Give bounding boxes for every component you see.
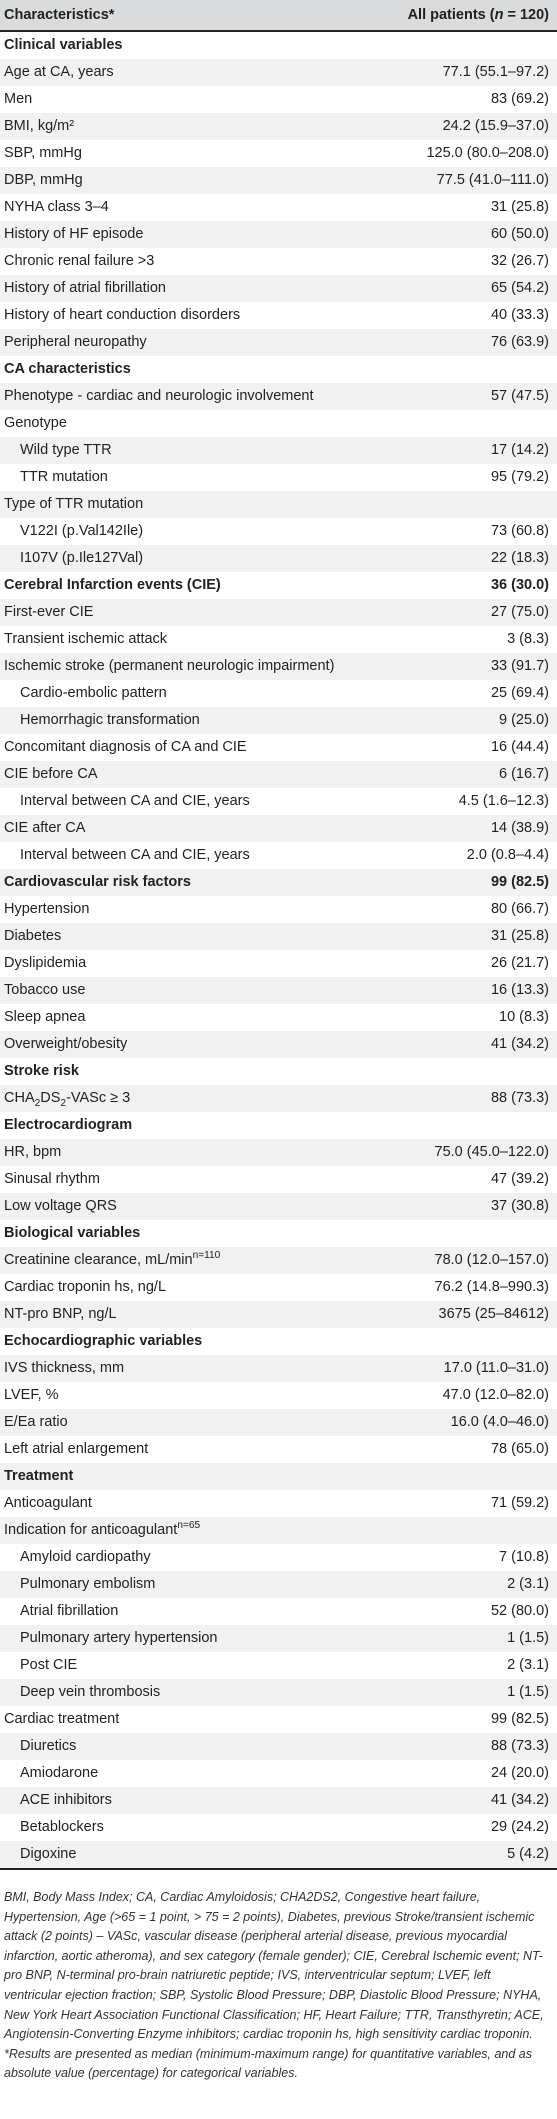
row-label-text: Genotype — [4, 415, 67, 431]
row-label — [0, 248, 385, 275]
table-row — [0, 545, 557, 572]
row-label-text: Ischemic stroke (permanent neurologic impairment) — [4, 658, 335, 674]
table-row — [0, 1139, 557, 1166]
row-label — [0, 1085, 385, 1112]
table-row — [0, 680, 557, 707]
row-value: 80 (66.7) — [490, 901, 549, 917]
row-value: 65 (54.2) — [385, 275, 557, 302]
row-label-text: Age at CA, years — [4, 64, 114, 80]
row-label-text: Dyslipidemia — [4, 955, 87, 971]
table-row — [0, 1301, 557, 1328]
row-label-text: Diuretics — [20, 1738, 77, 1754]
table-section-row — [0, 1058, 557, 1085]
row-label-text: History of atrial fibrillation — [4, 280, 166, 296]
table-row — [0, 923, 557, 950]
row-value: 4.5 (1.6–12.3) — [458, 793, 549, 809]
chads-vasc-part: CHA — [4, 1090, 35, 1106]
row-label — [0, 437, 385, 464]
row-value: 2.0 (0.8–4.4) — [466, 847, 549, 863]
row-value: 9 (25.0) — [385, 707, 557, 734]
table-row — [0, 167, 557, 194]
row-label — [0, 410, 385, 437]
row-label — [0, 1139, 385, 1166]
row-label-text: Deep vein thrombosis — [20, 1684, 161, 1700]
row-label — [0, 1409, 385, 1436]
row-label — [0, 302, 385, 329]
row-label-text: E/Ea ratio — [4, 1414, 68, 1430]
table-row — [0, 1787, 557, 1814]
row-label-text: Digoxine — [20, 1846, 77, 1862]
table-row — [0, 464, 557, 491]
chads-vasc-part: -VASc ≥ 3 — [66, 1090, 131, 1106]
row-label-text: Treatment — [4, 1468, 74, 1484]
row-value: 16.0 (4.0–46.0) — [385, 1409, 557, 1436]
row-label-superscript: n=65 — [177, 1520, 201, 1532]
row-label-text: Low voltage QRS — [4, 1198, 117, 1214]
row-label-text: Electrocardiogram — [4, 1117, 133, 1133]
row-value: 1 (1.5) — [385, 1625, 557, 1652]
row-value: 24 (20.0) — [490, 1765, 549, 1781]
table-section-row — [0, 31, 557, 59]
row-label — [0, 194, 385, 221]
section-label — [0, 1112, 385, 1139]
row-label — [0, 491, 385, 518]
row-label — [0, 761, 385, 788]
row-label-text: CIE after CA — [4, 820, 86, 836]
row-label — [0, 626, 385, 653]
row-label-text: V122I (p.Val142Ile) — [20, 523, 144, 539]
row-label — [0, 599, 385, 626]
row-label — [0, 86, 385, 113]
row-label-text: Betablockers — [20, 1819, 104, 1835]
row-label-text: CIE before CA — [4, 766, 98, 782]
row-label-text: Phenotype - cardiac and neurologic involvement — [4, 388, 314, 404]
row-label — [0, 140, 385, 167]
row-label — [0, 1247, 385, 1274]
row-label-text: CA characteristics — [4, 361, 131, 377]
table-row — [0, 1274, 557, 1301]
table-row — [0, 194, 557, 221]
table-footnote: BMI, Body Mass Index; CA, Cardiac Amyloidosis; CHA2DS2, Congestive heart failure, Hypertension, Age (>65 = 1 point, > 75 = 2 points), Diabetes, previous Stroke/transient ischemic attack (2 points) – VASc, vascular disease (peripheral arterial disease, previous myocardial infarction, aortic atheroma), and sex category (female gender); CIE, Cerebral Ischemic event; NT-pro BNP, N-terminal pro-brain natriuretic peptide; IVS, interventricular septum; LVEF, left ventricular ejection fraction; SBP, Systolic Blood Pressure; DBP, Diastolic Blood Pressure; NYHA, New York Heart Association Functional Classification; HF, Heart Failure; TTR, Transthyretin; ACE, Angiotensin-Converting Enzyme inhibitors; cardiac troponin hs, high sensitivity cardiac troponin. *Results are presented as median (minimum-maximum range) for quantitative variables, and as absolute value (percentage) for categorical variables. — [4, 1890, 544, 2081]
table-row — [0, 1706, 557, 1733]
row-value: 76.2 (14.8–990.3) — [434, 1279, 549, 1295]
row-label — [0, 167, 385, 194]
row-value — [385, 1112, 557, 1139]
table-section-row — [0, 1328, 557, 1355]
row-label — [0, 923, 385, 950]
row-value: 77.1 (55.1–97.2) — [385, 59, 557, 86]
table-row — [0, 761, 557, 788]
row-value: 57 (47.5) — [385, 383, 557, 410]
row-value: 16 (44.4) — [490, 739, 549, 755]
row-label — [0, 1355, 385, 1382]
row-label-text: Stroke risk — [4, 1063, 79, 1079]
row-value: 31 (25.8) — [490, 199, 549, 215]
table-row — [0, 248, 557, 275]
section-label — [0, 869, 385, 896]
row-label-text: Cardiac treatment — [4, 1711, 120, 1727]
row-label — [0, 1274, 385, 1301]
row-label — [0, 1517, 385, 1544]
table-section-row — [0, 1220, 557, 1247]
row-label — [0, 59, 385, 86]
table-row — [0, 1193, 557, 1220]
row-value — [385, 1463, 557, 1490]
row-label — [0, 1436, 385, 1463]
section-label — [0, 1463, 385, 1490]
table-row — [0, 221, 557, 248]
row-label-text: Cardiovascular risk factors — [4, 874, 191, 890]
row-label — [0, 1031, 385, 1058]
row-label — [0, 221, 385, 248]
row-value: 26 (21.7) — [490, 955, 549, 971]
row-value: 71 (59.2) — [490, 1495, 549, 1511]
table-section-row — [0, 1463, 557, 1490]
row-value: 24.2 (15.9–37.0) — [385, 113, 557, 140]
section-label — [0, 1058, 385, 1085]
table-row — [0, 113, 557, 140]
row-value — [385, 1220, 557, 1247]
table-row — [0, 302, 557, 329]
row-value: 75.0 (45.0–122.0) — [385, 1139, 557, 1166]
row-value: 95 (79.2) — [490, 469, 549, 485]
row-label-text: Indication for anticoagulant — [4, 1522, 178, 1538]
row-value: 36 (30.0) — [490, 577, 549, 593]
table-section-row — [0, 572, 557, 599]
table-row — [0, 329, 557, 356]
row-value: 76 (63.9) — [385, 329, 557, 356]
row-label — [0, 1004, 385, 1031]
table-row — [0, 950, 557, 977]
row-value — [385, 491, 557, 518]
table-row — [0, 1517, 557, 1544]
table-row — [0, 1598, 557, 1625]
table-row — [0, 140, 557, 167]
row-label-text: Hypertension — [4, 901, 90, 917]
row-label-text: Cardiac troponin hs, ng/L — [4, 1279, 167, 1295]
table-row — [0, 815, 557, 842]
row-value: 16 (13.3) — [385, 977, 557, 1004]
row-label — [0, 518, 385, 545]
row-value: 17 (14.2) — [385, 437, 557, 464]
row-label-text: Diabetes — [4, 928, 62, 944]
row-value — [385, 410, 557, 437]
row-label-text: Sleep apnea — [4, 1009, 86, 1025]
row-value: 27 (75.0) — [385, 599, 557, 626]
row-label-text: Interval between CA and CIE, years — [20, 793, 250, 809]
row-label-text: IVS thickness, mm — [4, 1360, 125, 1376]
chads-vasc-part: 2 — [60, 1097, 67, 1109]
row-label — [0, 815, 385, 842]
chads-vasc-part: DS — [40, 1090, 61, 1106]
table-row — [0, 59, 557, 86]
row-label — [0, 329, 385, 356]
row-label — [0, 653, 385, 680]
row-value: 88 (73.3) — [385, 1733, 557, 1760]
table-row — [0, 1625, 557, 1652]
row-value: 41 (34.2) — [385, 1787, 557, 1814]
row-value: 5 (4.2) — [385, 1841, 557, 1869]
row-value: 99 (82.5) — [385, 869, 557, 896]
row-label — [0, 1571, 385, 1598]
table-row — [0, 842, 557, 869]
row-value: 73 (60.8) — [490, 523, 549, 539]
table-section-row — [0, 1112, 557, 1139]
row-label-text: Cerebral Infarction events (CIE) — [4, 577, 221, 593]
row-value: 77.5 (41.0–111.0) — [385, 167, 557, 194]
table-row — [0, 1733, 557, 1760]
row-value: 88 (73.3) — [385, 1085, 557, 1112]
table-row — [0, 896, 557, 923]
row-value: 31 (25.8) — [385, 923, 557, 950]
row-label-text: BMI, kg/m² — [4, 118, 75, 134]
row-label-text: NT-pro BNP, ng/L — [4, 1306, 117, 1322]
row-value: 14 (38.9) — [385, 815, 557, 842]
row-label — [0, 1598, 385, 1625]
table-row — [0, 518, 557, 545]
row-label-text: ACE inhibitors — [20, 1792, 112, 1808]
row-value: 3 (8.3) — [507, 631, 549, 647]
row-value: 47 (39.2) — [490, 1171, 549, 1187]
row-label-text: Type of TTR mutation — [4, 496, 144, 512]
row-label-text: NYHA class 3–4 — [4, 199, 109, 215]
row-label-text: SBP, mmHg — [4, 145, 82, 161]
table-body — [0, 31, 557, 1869]
row-label-text: LVEF, % — [4, 1387, 59, 1403]
table-row — [0, 1085, 557, 1112]
table-row — [0, 599, 557, 626]
row-label — [0, 896, 385, 923]
row-value: 1 (1.5) — [385, 1679, 557, 1706]
row-value: 41 (34.2) — [385, 1031, 557, 1058]
row-label-text: Concomitant diagnosis of CA and CIE — [4, 739, 247, 755]
row-label-text: Hemorrhagic transformation — [20, 712, 200, 728]
row-label — [0, 734, 385, 761]
row-label — [0, 1625, 385, 1652]
table-section-row — [0, 869, 557, 896]
table-row — [0, 653, 557, 680]
row-label — [0, 545, 385, 572]
row-value: 32 (26.7) — [490, 253, 549, 269]
row-label-text: Left atrial enlargement — [4, 1441, 149, 1457]
row-label — [0, 1760, 385, 1787]
row-label-text: TTR mutation — [20, 469, 108, 485]
row-label-text: Sinusal rhythm — [4, 1171, 100, 1187]
table-row — [0, 1004, 557, 1031]
row-label — [0, 1544, 385, 1571]
table-row — [0, 1355, 557, 1382]
row-label — [0, 383, 385, 410]
section-label — [0, 1220, 385, 1247]
table-row — [0, 1247, 557, 1274]
section-label — [0, 1328, 385, 1355]
row-value: 78 (65.0) — [490, 1441, 549, 1457]
table-row — [0, 437, 557, 464]
row-value: 47.0 (12.0–82.0) — [442, 1387, 549, 1403]
header-all-patients-suffix: = 120) — [503, 7, 549, 23]
row-value: 7 (10.8) — [499, 1549, 549, 1565]
table-row — [0, 788, 557, 815]
table-row — [0, 1679, 557, 1706]
row-label-text: Amiodarone — [20, 1765, 99, 1781]
row-label — [0, 1382, 385, 1409]
row-label-text: DBP, mmHg — [4, 172, 83, 188]
table-row — [0, 1814, 557, 1841]
row-label-text: I107V (p.Ile127Val) — [20, 550, 144, 566]
row-value: 33 (91.7) — [385, 653, 557, 680]
row-label — [0, 950, 385, 977]
table-row — [0, 1031, 557, 1058]
row-label — [0, 707, 385, 734]
row-label — [0, 680, 385, 707]
chads-vasc-part: 2 — [34, 1097, 41, 1109]
row-label-text: Biological variables — [4, 1225, 141, 1241]
row-value: 2 (3.1) — [507, 1657, 549, 1673]
row-label-text: Pulmonary embolism — [20, 1576, 156, 1592]
row-label — [0, 1166, 385, 1193]
table-row — [0, 1760, 557, 1787]
row-label-text: Atrial fibrillation — [20, 1603, 119, 1619]
row-label — [0, 1652, 385, 1679]
table-row — [0, 977, 557, 1004]
row-label-text: Cardio-embolic pattern — [20, 685, 167, 701]
table-row — [0, 1571, 557, 1598]
table-row — [0, 1652, 557, 1679]
row-label — [0, 842, 385, 869]
row-label-text: Transient ischemic attack — [4, 631, 168, 647]
row-value: 40 (33.3) — [490, 307, 549, 323]
table-section-row — [0, 356, 557, 383]
row-label-text: History of heart conduction disorders — [4, 307, 241, 323]
row-label — [0, 1679, 385, 1706]
row-value: 10 (8.3) — [499, 1009, 549, 1025]
table-row — [0, 626, 557, 653]
row-label-text: Echocardiographic variables — [4, 1333, 203, 1349]
row-value — [385, 1517, 557, 1544]
row-value: 3675 (25–84612) — [385, 1301, 557, 1328]
row-label-text: Interval between CA and CIE, years — [20, 847, 250, 863]
table-row — [0, 1166, 557, 1193]
row-value: 52 (80.0) — [490, 1603, 549, 1619]
table-header-row — [0, 0, 557, 31]
row-value: 2 (3.1) — [385, 1571, 557, 1598]
row-label-text: First-ever CIE — [4, 604, 94, 620]
row-label — [0, 1301, 385, 1328]
table-row — [0, 1544, 557, 1571]
table-row — [0, 1382, 557, 1409]
header-n-symbol: n — [494, 7, 504, 23]
row-label-text: Peripheral neuropathy — [4, 334, 147, 350]
row-label-text: HR, bpm — [4, 1144, 62, 1160]
row-label — [0, 977, 385, 1004]
table-row — [0, 86, 557, 113]
table-row — [0, 1409, 557, 1436]
table-row — [0, 1841, 557, 1869]
row-value: 6 (16.7) — [385, 761, 557, 788]
row-value: 125.0 (80.0–208.0) — [426, 145, 549, 161]
header-characteristics: Characteristics* — [0, 0, 385, 31]
row-value: 29 (24.2) — [490, 1819, 549, 1835]
row-label — [0, 1841, 385, 1869]
table-row — [0, 734, 557, 761]
row-label-superscript: n=110 — [192, 1250, 221, 1262]
row-value: 83 (69.2) — [490, 91, 549, 107]
section-label — [0, 356, 385, 383]
table-row — [0, 1490, 557, 1517]
row-label — [0, 1733, 385, 1760]
row-label-text: Chronic renal failure >3 — [4, 253, 155, 269]
row-label-text: Wild type TTR — [20, 442, 112, 458]
row-label — [0, 788, 385, 815]
row-label — [0, 1787, 385, 1814]
row-value: 78.0 (12.0–157.0) — [385, 1247, 557, 1274]
row-value — [385, 31, 557, 59]
row-label-text: Creatinine clearance, mL/min — [4, 1252, 193, 1268]
row-value: 60 (50.0) — [385, 221, 557, 248]
row-label-text: Men — [4, 91, 33, 107]
row-label-text: Clinical variables — [4, 37, 123, 53]
row-label-text: Amyloid cardiopathy — [20, 1549, 151, 1565]
row-value — [385, 1328, 557, 1355]
row-label — [0, 1814, 385, 1841]
row-value: 99 (82.5) — [490, 1711, 549, 1727]
row-label-text: Pulmonary artery hypertension — [20, 1630, 218, 1646]
row-value — [385, 1058, 557, 1085]
table-row — [0, 491, 557, 518]
table-row — [0, 383, 557, 410]
header-all-patients — [385, 0, 557, 31]
row-label-text: Post CIE — [20, 1657, 78, 1673]
table-row — [0, 410, 557, 437]
row-label-text: History of HF episode — [4, 226, 144, 242]
row-value: 22 (18.3) — [385, 545, 557, 572]
row-label — [0, 1706, 385, 1733]
table-row — [0, 275, 557, 302]
row-value — [385, 356, 557, 383]
row-label — [0, 275, 385, 302]
row-label — [0, 1193, 385, 1220]
row-value: 25 (69.4) — [490, 685, 549, 701]
section-label — [0, 572, 385, 599]
row-label-text: Anticoagulant — [4, 1495, 92, 1511]
row-label — [0, 113, 385, 140]
section-label — [0, 31, 385, 59]
header-all-patients-prefix: All patients ( — [407, 7, 495, 23]
row-label-text: Overweight/obesity — [4, 1036, 128, 1052]
table-row — [0, 1436, 557, 1463]
row-label — [0, 464, 385, 491]
row-value: 17.0 (11.0–31.0) — [385, 1355, 557, 1382]
row-label — [0, 1490, 385, 1517]
table-row — [0, 707, 557, 734]
row-label-text: Tobacco use — [4, 982, 86, 998]
row-value: 37 (30.8) — [385, 1193, 557, 1220]
